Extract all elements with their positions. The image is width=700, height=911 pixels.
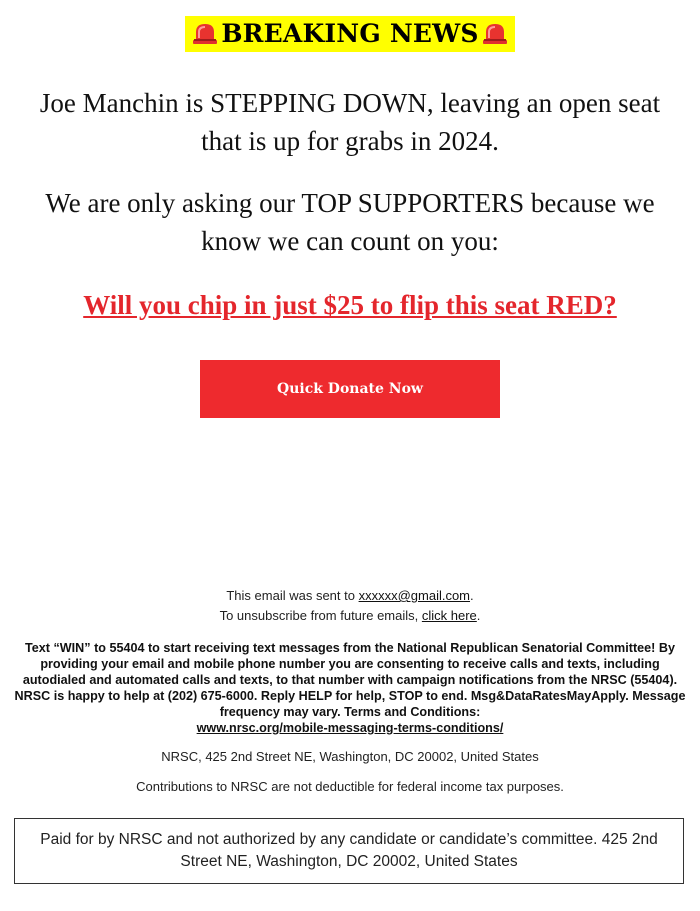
quick-donate-button[interactable]: Quick Donate Now [200,360,500,418]
terms-conditions-link[interactable]: www.nrsc.org/mobile-messaging-terms-conditions/ [196,721,504,735]
paid-for-text: Paid for by NRSC and not authorized by any candidate or candidate’s committee. 425 2nd Street NE, Washington, DC 20002, United States [40,831,658,870]
mailing-address: NRSC, 425 2nd Street NE, Washington, DC 20002, United States [161,749,539,764]
headline-text: BREAKING NEWS [221,19,479,48]
tax-notice: Contributions to NRSC are not deductible for federal income tax purposes. [136,779,564,794]
sms-disclaimer [14,640,686,736]
recipient-email-link[interactable]: xxxxxx@gmail.com [358,588,471,603]
breaking-news-banner [185,16,514,52]
headline-row [0,16,700,52]
sent-suffix: . [470,588,474,603]
intro-paragraph: Joe Manchin is STEPPING DOWN, leaving an open seat that is up for grabs in 2024. [39,88,661,156]
sent-to-line [14,586,686,606]
unsubscribe-prefix: To unsubscribe from future emails, [219,608,422,623]
sent-prefix: This email was sent to [226,588,359,603]
email-notice [14,586,686,626]
rotating-light-icon [482,21,508,45]
supporters-paragraph: We are only asking our TOP SUPPORTERS because we know we can count on you: [45,188,655,256]
unsubscribe-suffix: . [476,608,481,623]
rotating-light-icon [192,21,218,45]
unsubscribe-line [14,606,686,626]
sms-text: Text “WIN” to 55404 to start receiving text messages from the National Republican Senatorial Committee! By providing your email and mobile phone number you are consenting to receive calls and texts, including autodialed and automated calls and texts, to that number with campaign notifications from the NRSC (55404). NRSC is happy to help at (202) 675-6000. Reply HELP for help, STOP to end. Msg&DataRatesMayApply. Message frequency may vary. Terms and Conditions: [14,641,686,719]
donation-ask-link[interactable]: Will you chip in just $25 to flip this seat RED? [83,290,617,320]
paid-for-disclaimer-box [14,818,684,884]
unsubscribe-link[interactable]: click here [421,608,477,623]
